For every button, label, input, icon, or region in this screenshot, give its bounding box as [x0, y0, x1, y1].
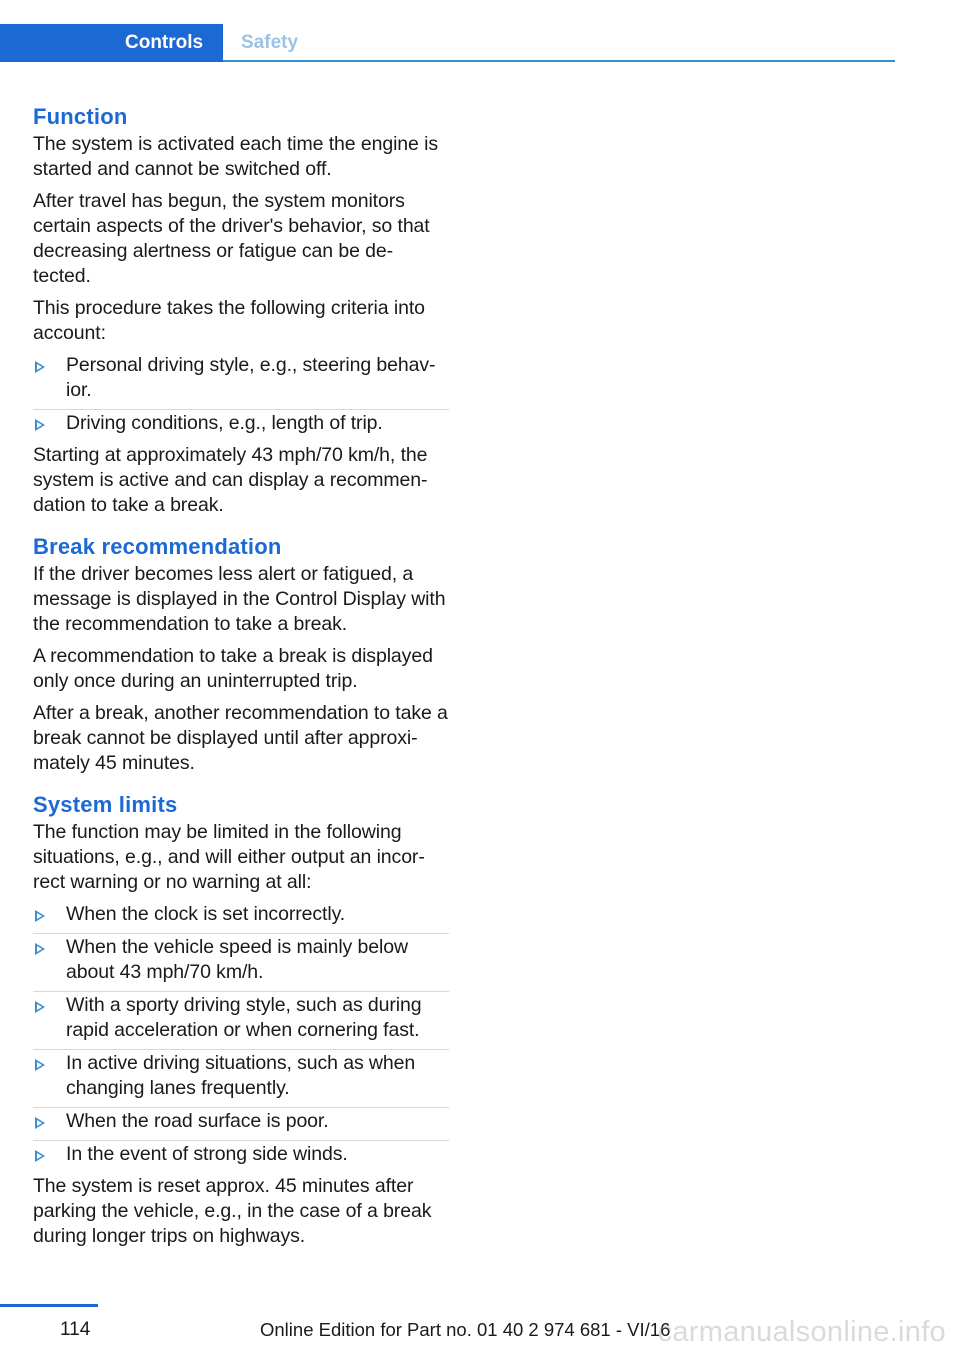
criteria-list — [33, 353, 449, 436]
paragraph: If the driver becomes less alert or fatigued, a message is displayed in the Control Display with the recommendation to take a break. — [33, 563, 446, 635]
list-item — [33, 411, 449, 436]
limits-list — [33, 902, 449, 1167]
list-item — [33, 1109, 449, 1141]
list-item — [33, 935, 449, 992]
section-tab-bar — [0, 24, 895, 62]
heading-function: Function — [33, 104, 128, 129]
list-item-text: Personal driving style, e.g., steering behav‐ior. — [66, 354, 436, 401]
triangle-bullet-icon — [35, 1117, 45, 1129]
tab-controls-label: Controls — [125, 32, 204, 53]
list-item — [33, 993, 449, 1050]
footer-accent-line — [0, 1304, 98, 1307]
paragraph: After a break, another recommendation to take a break cannot be displayed until after approxi‐mately 45 minutes. — [33, 702, 448, 774]
main-text-column — [33, 102, 449, 1256]
paragraph: The system is reset approx. 45 minutes after parking the vehicle, e.g., in the case of a break during longer trips on highways. — [33, 1175, 432, 1247]
watermark[interactable]: carmanualsonline.info — [657, 1316, 946, 1348]
paragraph: A recommendation to take a break is displayed only once during an uninterrupted trip. — [33, 645, 433, 692]
list-item-text: When the road surface is poor. — [66, 1110, 329, 1132]
list-item — [33, 1051, 449, 1108]
triangle-bullet-icon — [35, 943, 45, 955]
paragraph: This procedure takes the following criteria into account: — [33, 297, 425, 344]
list-item-text: When the clock is set incorrectly. — [66, 903, 346, 925]
list-item — [33, 902, 449, 934]
list-item — [33, 353, 449, 410]
triangle-bullet-icon — [35, 1001, 45, 1013]
heading-break-recommendation: Break recommendation — [33, 534, 282, 559]
list-item-text: In the event of strong side winds. — [66, 1143, 348, 1165]
triangle-bullet-icon — [35, 1059, 45, 1071]
tab-safety[interactable] — [241, 24, 298, 62]
edition-note: Online Edition for Part no. 01 40 2 974 681 - VI/16 — [260, 1319, 671, 1340]
tab-safety-label: Safety — [241, 32, 299, 53]
list-item-text: With a sporty driving style, such as during rapid acceleration or when cornering fast. — [66, 994, 422, 1041]
triangle-bullet-icon — [35, 419, 45, 431]
paragraph: After travel has begun, the system monitors certain aspects of the driver's behavior, so that decreasing alertness or fatigue can be de‐tected. — [33, 190, 430, 287]
list-item-text: In active driving situations, such as when changing lanes frequently. — [66, 1052, 416, 1099]
list-item — [33, 1142, 449, 1167]
triangle-bullet-icon — [35, 910, 45, 922]
triangle-bullet-icon — [35, 361, 45, 373]
list-item-text: Driving conditions, e.g., length of trip. — [66, 412, 383, 434]
paragraph: Starting at approximately 43 mph/70 km/h, the system is active and can display a recommen‐dation to take a break. — [33, 444, 428, 516]
paragraph: The system is activated each time the engine is started and cannot be switched off. — [33, 133, 439, 180]
triangle-bullet-icon — [35, 1150, 45, 1162]
list-item-text: When the vehicle speed is mainly below about 43 mph/70 km/h. — [66, 936, 408, 983]
heading-system-limits: System limits — [33, 792, 178, 817]
page-number: 114 — [60, 1319, 91, 1340]
paragraph: The function may be limited in the following situations, e.g., and will either output an incor‐rect warning or no warning at all: — [33, 821, 425, 893]
tab-bar-underline — [223, 60, 895, 62]
tab-controls[interactable] — [0, 24, 223, 62]
